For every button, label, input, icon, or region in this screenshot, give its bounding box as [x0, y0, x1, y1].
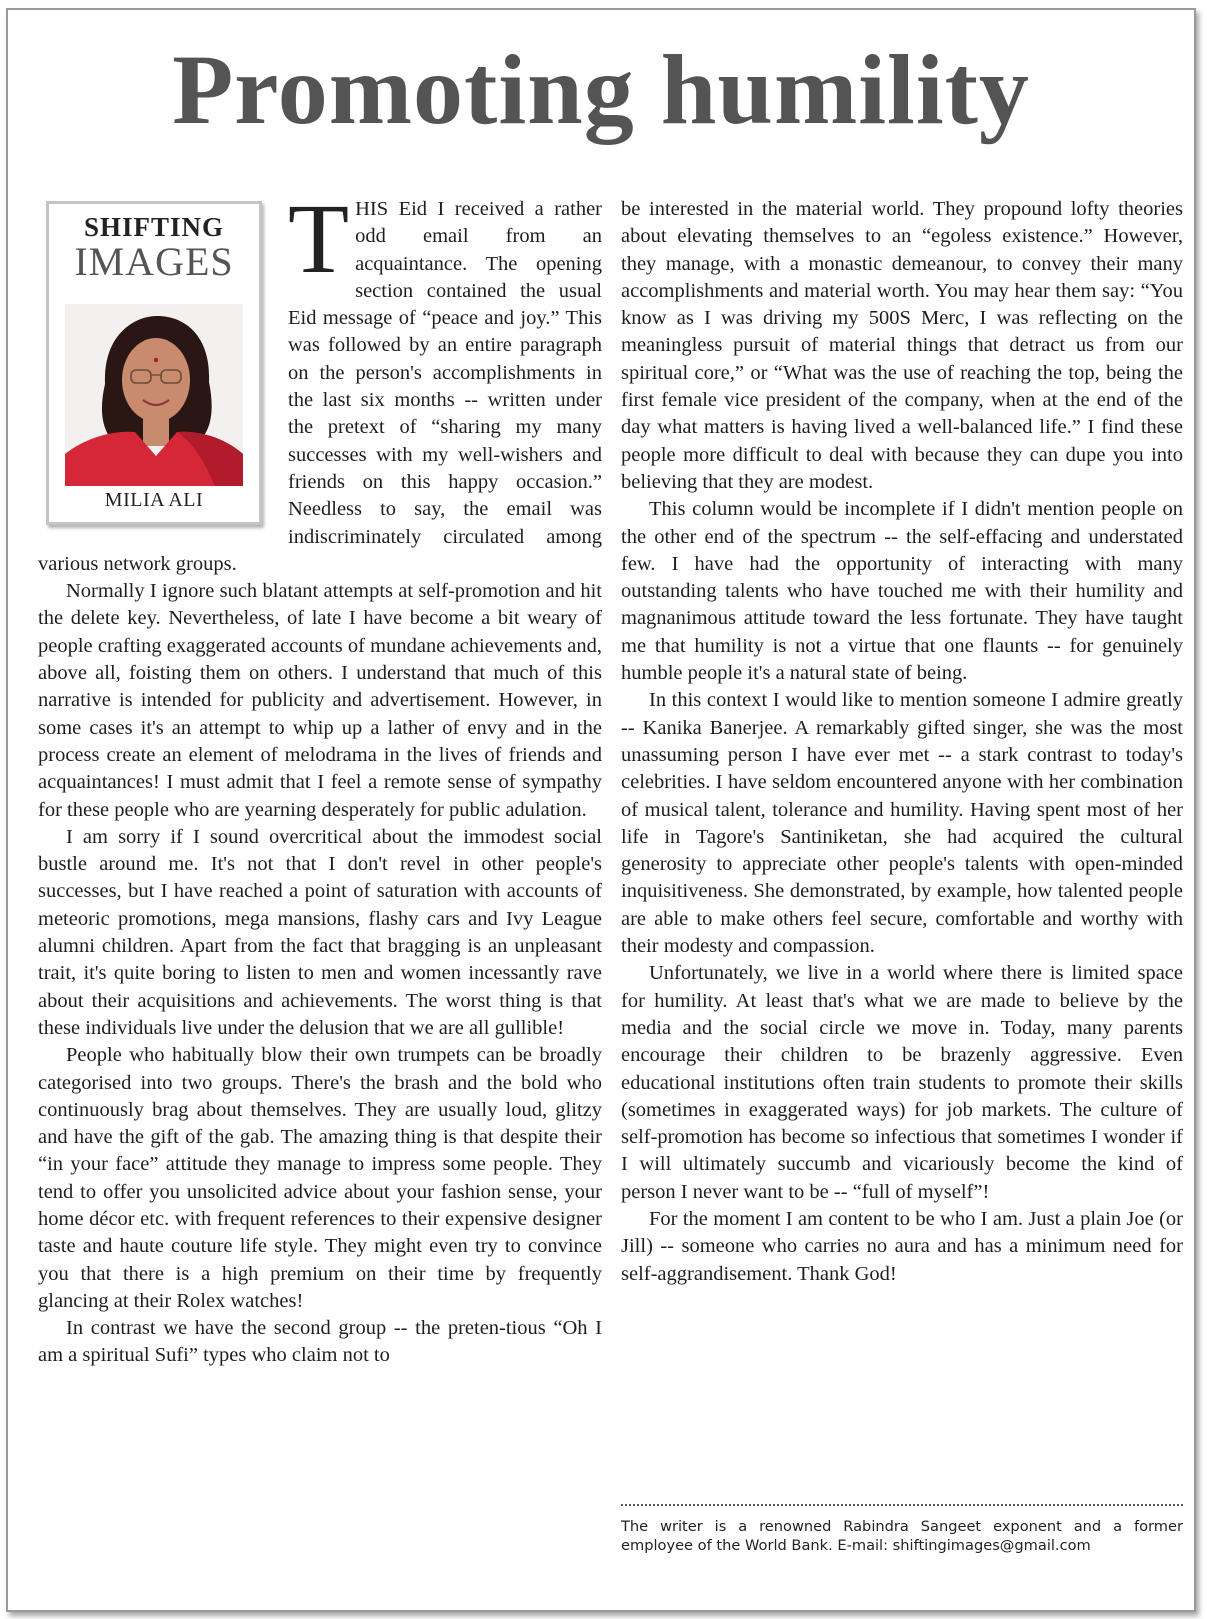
paragraph: be interested in the material world. They propound lofty theories about elevating themselves to an “egoless existence.” However, they manage, with a monastic demeanour, to convey their many accomplishments and material worth. You may hear them say: “You know as I was driving my 500S Merc, I was reflecting on the meaningless pursuit of material things that detract us from our spiritual core,” or “What was the use of reaching the top, being the first female vice president of the company, when at the end of the day what matters is having lived a well-balanced life.” I find these people more difficult to deal with because they can dupe you into believing that they are modest.: [621, 198, 1183, 493]
paragraph: I am sorry if I sound overcritical about the immodest social bustle around me. It's not that I don't revel in other people's successes, but I have reached a point of saturation with accounts of meteoric promotions, mega mansions, flashy cars and Ivy League alumni children. Apart from the fact that bragging is an unpleasant trait, it's quite boring to listen to men and women incessantly rave about their acquisitions and achievements. The worst thing is that these individuals live under the delusion that we are all gullible!: [38, 825, 602, 1039]
paragraph: This column would be incomplete if I didn't mention people on the other end of the spectrum -- the self-effacing and understated few. I have had the opportunity of interacting with many outstanding talents who have touched me with their humility and magnanimous attitude toward the less fortunate. They have taught me that humility is not a virtue that one flaunts -- for genuinely humble people it's a natural state of being.: [621, 498, 1183, 685]
author-photo: [65, 304, 243, 486]
lead-paragraph-text: HIS Eid I received a rather odd email from an acquaintance. The opening section contained the usual Eid message of “peace and joy.” This was followed by an entire paragraph on the person's accomplishments in the last six months -- written under the pretext of “sharing my many successes with my well-wishers and friends on this happy occasion.” Needless to say, the email was indiscriminately circulated among various network groups.: [38, 198, 602, 575]
paragraph: In this context I would like to mention someone I admire greatly -- Kanika Banerjee. A remarkably gifted singer, she was the most unassuming person I have ever met -- a stark contrast to today's celebrities. I have seldom encountered anyone with her combination of musical talent, tolerance and humility. Having spent most of her life in Tagore's Santiniketan, she had acquired the cultural generosity to appreciate other people's talents with open-minded inquisitiveness. She demonstrated, by example, how talented people are able to make others feel secure, comfortable and worthy with their modesty and compassion.: [621, 689, 1183, 958]
column-right: [621, 196, 1183, 1288]
paragraph: In contrast we have the second group -- the preten-tious “Oh I am a spiritual Sufi” types who claim not to: [38, 1317, 602, 1367]
author-name: MILIA ALI: [104, 488, 204, 511]
column-logo-box: [46, 201, 262, 525]
column-left: [38, 183, 602, 1370]
column-title: IMAGES: [74, 239, 234, 284]
drop-cap: T: [288, 183, 350, 294]
headline: Promoting humility: [172, 34, 1030, 145]
author-footnote: The writer is a renowned Rabindra Sangeet exponent and a former employee of the World Bank. E-mail: shiftingimages@gmail.com: [621, 1518, 1183, 1554]
author-portrait-icon: [65, 304, 243, 486]
paragraph: Unfortunately, we live in a world where there is limited space for humility. At least that's what we are made to believe by the media and the social circle we move in. Today, many parents encourage their children to be brazenly aggressive. Even educational institutions often train students to promote their skills (sometimes in exaggerated ways) for job markets. The culture of self-promotion has become so infectious that sometimes I wonder if I will ultimately succumb and vicariously become the kind of person I never want to be -- “full of myself”!: [621, 962, 1183, 1203]
paragraph: For the moment I am content to be who I am. Just a plain Joe (or Jill) -- someone who carries no aura and has a minimum need for self-aggrandisement. Thank God!: [621, 1207, 1183, 1285]
paragraph: People who habitually blow their own trumpets can be broadly categorised into two groups. There's the brash and the bold who continuously brag about themselves. They are usually loud, glitzy and have the gift of the gab. The amazing thing is that despite their “in your face” attitude they manage to impress some people. They tend to offer you unsolicited advice about your fashion sense, your home décor etc. with frequent references to their expensive designer taste and haute couture life style. They might even try to convince you that there is a high premium on their time by frequently glancing at their Rolex watches!: [38, 1044, 602, 1312]
paragraph: Normally I ignore such blatant attempts at self-promotion and hit the delete key. Nevertheless, of late I have become a bit weary of people crafting exaggerated accounts of mundane achievements and, above all, foisting them on others. I understand that much of this narrative is intended for publicity and advertisement. However, in some cases it's an attempt to whip up a lather of envy and in the process create an element of melodrama in the lives of friends and acquaintances! I must admit that I feel a remote sense of sympathy for these people who are yearning desperately for public adulation.: [38, 580, 602, 821]
footnote-divider: [621, 1504, 1183, 1506]
column-kicker: SHIFTING: [83, 212, 225, 242]
newspaper-page: [6, 8, 1196, 1612]
